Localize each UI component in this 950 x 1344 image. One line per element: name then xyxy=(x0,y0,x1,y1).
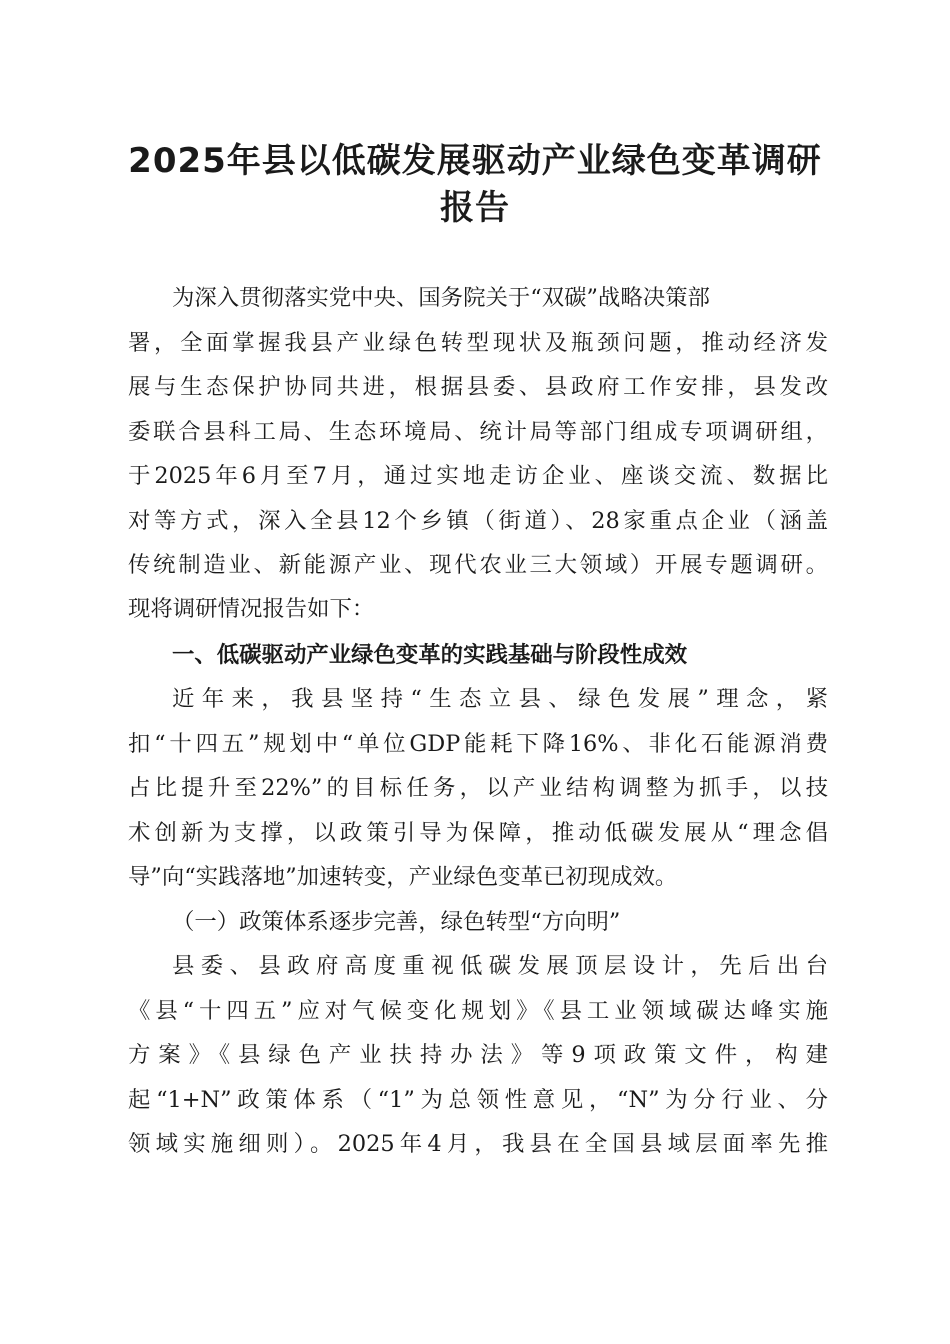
section-paragraph-line: 导”向“实践落地”加速转变，产业绿色变革已初现成效。 xyxy=(128,864,678,890)
document-title-line-2: 报告 xyxy=(440,188,510,228)
subsection-heading: （一）政策体系逐步完善，绿色转型“方向明” xyxy=(172,909,621,935)
subsection-paragraph-line: 《县“十四五”应对气候变化规划》《县工业领域碳达峰实施 xyxy=(128,998,828,1024)
subsection-paragraph-line: 起“1+N”政策体系（“1”为总领性意见，“N”为分行业、分 xyxy=(128,1087,828,1113)
subsection-paragraph-line: 领域实施细则）。2025年4月，我县在全国县域层面率先推 xyxy=(128,1131,828,1157)
document-title-line-1: 2025年县以低碳发展驱动产业绿色变革调研 xyxy=(128,141,822,181)
intro-paragraph-line: 为深入贯彻落实党中央、国务院关于“双碳”战略决策部 xyxy=(172,285,710,311)
section-paragraph-line: 占比提升至22%”的目标任务，以产业结构调整为抓手，以技 xyxy=(128,775,828,801)
intro-paragraph-line: 展与生态保护协同共进，根据县委、县政府工作安排，县发改 xyxy=(128,374,828,400)
section-paragraph-line: 扣“十四五”规划中“单位GDP能耗下降16%、非化石能源消费 xyxy=(128,731,828,757)
intro-paragraph-line: 传统制造业、新能源产业、现代农业三大领域）开展专题调研。 xyxy=(128,552,828,578)
section-heading: 一、低碳驱动产业绿色变革的实践基础与阶段性成效 xyxy=(172,642,687,668)
intro-paragraph-line: 于2025年6月至7月，通过实地走访企业、座谈交流、数据比 xyxy=(128,463,828,489)
subsection-paragraph-line: 县委、县政府高度重视低碳发展顶层设计，先后出台 xyxy=(172,953,828,979)
section-paragraph-line: 近年来，我县坚持“生态立县、绿色发展”理念，紧 xyxy=(172,686,828,712)
intro-paragraph-line: 署，全面掌握我县产业绿色转型现状及瓶颈问题，推动经济发 xyxy=(128,330,828,356)
section-paragraph-line: 术创新为支撑，以政策引导为保障，推动低碳发展从“理念倡 xyxy=(128,820,828,846)
subsection-paragraph-line: 方案》《县绿色产业扶持办法》等9项政策文件，构建 xyxy=(128,1042,828,1068)
intro-paragraph-line: 现将调研情况报告如下： xyxy=(128,596,375,622)
intro-paragraph-line: 对等方式，深入全县12个乡镇（街道）、28家重点企业（涵盖 xyxy=(128,508,828,534)
intro-paragraph-line: 委联合县科工局、生态环境局、统计局等部门组成专项调研组， xyxy=(128,419,828,445)
